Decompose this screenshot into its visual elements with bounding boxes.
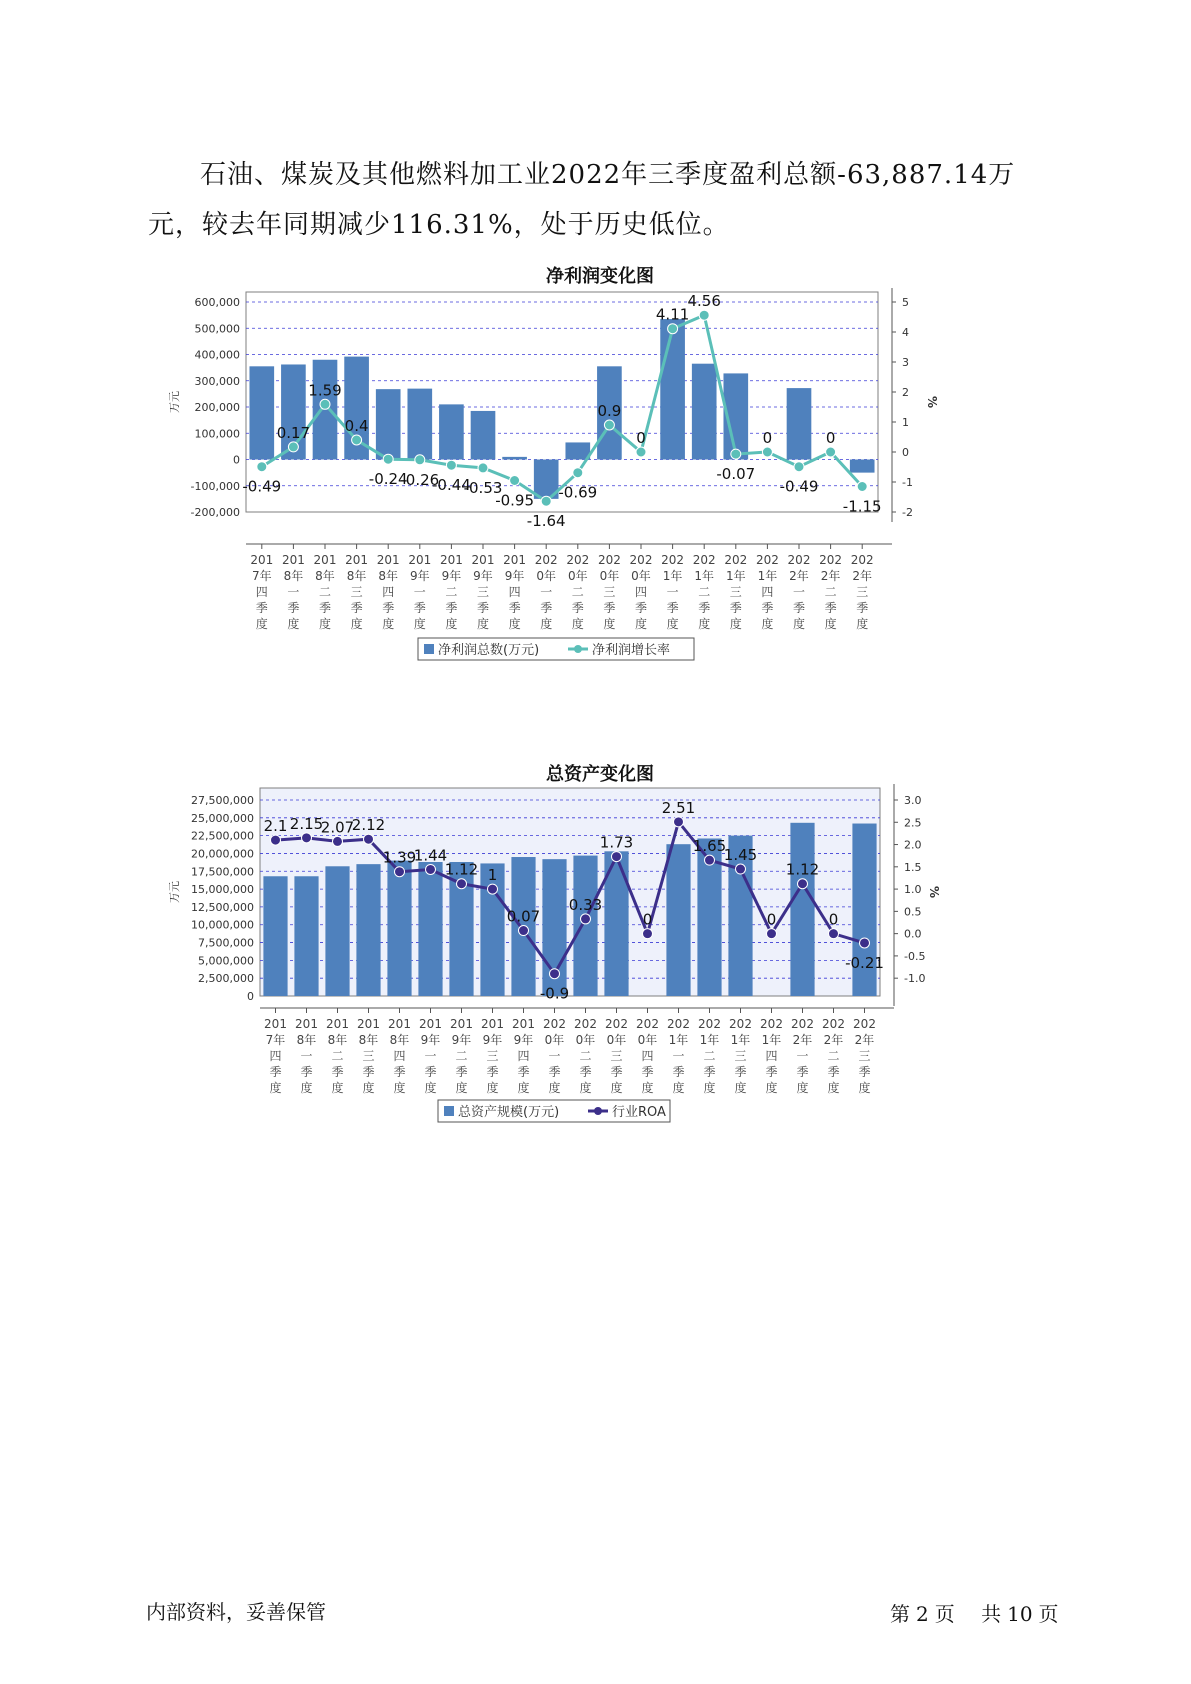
x-tick-label: 202 2年三季度 <box>853 1017 876 1095</box>
y2-tick-label: 2.5 <box>904 816 922 830</box>
point-label: 2.12 <box>351 816 386 835</box>
x-tick-label: 202 2年一季度 <box>791 1017 814 1095</box>
y2-tick-label: 3 <box>902 356 909 369</box>
y2-tick-label: 1.0 <box>904 883 922 897</box>
x-tick-label: 201 9年三季度 <box>471 553 495 631</box>
net-profit-chart-svg <box>150 262 1050 722</box>
point-label: 0 <box>642 910 653 929</box>
line-point <box>581 914 591 924</box>
point-label: 0 <box>636 429 646 447</box>
bar <box>692 364 717 460</box>
bar <box>439 404 464 459</box>
x-tick-label: 202 1年一季度 <box>661 553 685 631</box>
line-point <box>731 449 741 459</box>
bar <box>376 389 401 459</box>
y2-tick-label: -1 <box>902 476 913 489</box>
x-tick-label: 201 8年二季度 <box>313 553 337 631</box>
x-tick-label: 202 1年三季度 <box>724 553 748 631</box>
bar <box>573 856 597 996</box>
bar <box>850 460 875 473</box>
y-tick-label: 400,000 <box>194 348 240 362</box>
y-tick-label: 12,500,000 <box>191 900 254 914</box>
point-label: 0.07 <box>506 907 541 926</box>
line-point <box>320 399 330 409</box>
bar <box>418 862 442 996</box>
y2-tick-label: 2.0 <box>904 838 922 852</box>
line-point <box>636 447 646 457</box>
line-point <box>383 454 393 464</box>
bar <box>387 861 411 996</box>
line-point <box>333 836 343 846</box>
y-tick-label: -200,000 <box>190 506 240 519</box>
y2-axis-title: % <box>927 885 941 899</box>
y-tick-label: 0 <box>233 453 240 467</box>
bar <box>325 866 349 996</box>
y-axis-title: 万元 <box>168 391 181 413</box>
x-tick-label: 202 2年三季度 <box>850 553 874 631</box>
bar <box>787 388 812 459</box>
total-word: 页 <box>1038 1602 1059 1626</box>
line-point <box>415 455 425 465</box>
x-tick-label: 202 0年二季度 <box>574 1017 597 1095</box>
line-point <box>573 468 583 478</box>
body-paragraph <box>148 150 1048 250</box>
y-tick-label: 200,000 <box>194 401 240 414</box>
x-tick-label: 202 1年三季度 <box>729 1017 752 1095</box>
bar <box>660 319 685 459</box>
y-tick-label: 17,500,000 <box>191 865 254 879</box>
x-tick-label: 202 1年二季度 <box>692 553 716 631</box>
line-point <box>478 463 488 473</box>
line-point <box>446 460 456 470</box>
point-label: 1 <box>487 866 498 885</box>
y2-axis-title: % <box>925 395 939 409</box>
point-label: -0.49 <box>242 477 282 496</box>
line-point <box>736 864 746 874</box>
legend-line-marker <box>574 645 582 653</box>
line-point <box>271 835 281 845</box>
x-tick-label: 201 9年一季度 <box>408 553 432 631</box>
line-point <box>857 482 867 492</box>
legend-line-label: 净利润增长率 <box>592 643 671 658</box>
line-point <box>643 929 653 939</box>
line-point <box>798 879 808 889</box>
x-tick-label: 202 2年一季度 <box>787 553 811 631</box>
line-point <box>705 855 715 865</box>
line-point <box>668 324 678 334</box>
point-label: 0.17 <box>276 423 311 442</box>
line-point <box>699 310 709 320</box>
y2-tick-label: 3.0 <box>904 794 922 807</box>
x-tick-label: 201 8年三季度 <box>345 553 369 631</box>
line-point <box>302 833 312 843</box>
line-point <box>257 462 267 472</box>
point-label: 1.59 <box>308 381 342 400</box>
total-pages: 10 <box>1007 1602 1033 1626</box>
line-point <box>860 938 870 948</box>
point-label: 4.56 <box>687 292 721 311</box>
y2-tick-label: -2 <box>902 506 913 519</box>
bar <box>249 366 274 459</box>
y2-tick-label: 2 <box>902 386 909 399</box>
y-tick-label: 15,000,000 <box>191 883 254 897</box>
y-tick-label: 5,000,000 <box>198 954 254 968</box>
legend-bar-swatch <box>424 644 434 654</box>
x-tick-label: 201 9年四季度 <box>503 553 527 631</box>
bar <box>407 389 432 460</box>
point-label: 1.12 <box>785 860 820 879</box>
chart-title: 总资产变化图 <box>546 764 654 785</box>
y2-tick-label: 0.0 <box>904 927 922 941</box>
x-tick-label: 202 1年四季度 <box>755 553 779 631</box>
y2-tick-label: 0.5 <box>904 905 922 919</box>
point-label: 1.44 <box>413 846 448 865</box>
legend-bar-label: 净利润总数(万元) <box>438 643 540 658</box>
y-tick-label: 22,500,000 <box>191 829 254 843</box>
paragraph-line-2: 元，较去年同期减少116.31%，处于历史低位。 <box>148 210 730 240</box>
point-label: 0 <box>766 910 777 929</box>
point-label: 1.65 <box>692 837 727 856</box>
point-label: -0.49 <box>779 477 819 496</box>
line-point <box>395 867 405 877</box>
y-tick-label: 25,000,000 <box>191 811 254 825</box>
line-point <box>457 879 467 889</box>
legend-line-label: 行业ROA <box>612 1105 666 1120</box>
line-point <box>519 926 529 936</box>
y2-tick-label: 0 <box>902 446 909 459</box>
bar <box>471 411 496 460</box>
line-point <box>674 817 684 827</box>
point-label: -0.21 <box>845 953 884 972</box>
point-label: 2.51 <box>661 798 696 817</box>
x-tick-label: 202 1年四季度 <box>760 1017 783 1095</box>
x-tick-label: 201 9年四季度 <box>512 1017 535 1095</box>
line-point <box>364 834 374 844</box>
point-label: 0 <box>762 429 773 447</box>
x-tick-label: 202 0年四季度 <box>629 553 653 631</box>
legend-bar-swatch <box>444 1106 454 1116</box>
confidential-note: 内部资料，妥善保管 <box>146 1600 326 1624</box>
bar <box>263 876 287 996</box>
page-number: 2 <box>916 1602 929 1626</box>
y-tick-label: 0 <box>247 990 254 1003</box>
point-label: 0 <box>825 429 836 447</box>
point-label: 2.15 <box>289 814 324 833</box>
x-tick-label: 201 7年四季度 <box>250 553 274 631</box>
x-tick-label: 201 9年一季度 <box>419 1017 442 1095</box>
y-tick-label: 20,000,000 <box>191 847 254 861</box>
point-label: 0.9 <box>597 402 622 420</box>
line-point <box>612 852 622 862</box>
point-label: -1.64 <box>526 512 566 531</box>
line-point <box>288 442 298 452</box>
bar <box>294 876 318 996</box>
total-assets-chart <box>150 760 1050 1230</box>
legend-line-marker <box>594 1107 602 1115</box>
line-point <box>762 447 772 457</box>
page-indicator <box>890 1598 1065 1627</box>
bar <box>790 823 814 996</box>
y-tick-label: 2,500,000 <box>198 972 254 986</box>
x-tick-label: 202 0年二季度 <box>566 553 590 631</box>
line-point <box>829 929 839 939</box>
point-label: -0.44 <box>431 476 471 495</box>
chart-title: 净利润变化图 <box>546 266 654 287</box>
x-tick-label: 202 0年一季度 <box>534 553 558 631</box>
point-label: -0.26 <box>400 470 440 489</box>
y-tick-label: 300,000 <box>194 374 240 388</box>
point-label: 2.07 <box>320 818 355 837</box>
point-label: 0 <box>828 910 839 929</box>
x-tick-label: 202 1年一季度 <box>667 1017 690 1095</box>
line-point <box>510 476 520 486</box>
net-profit-chart <box>150 262 1050 722</box>
x-tick-label: 201 9年三季度 <box>481 1017 504 1095</box>
paragraph-line-1: 石油、煤炭及其他燃料加工业2022年三季度盈利总额-63,887.14万 <box>200 160 1016 190</box>
y-tick-label: 500,000 <box>194 322 240 336</box>
bar <box>666 844 690 996</box>
y2-tick-label: 1.5 <box>904 860 922 874</box>
line-point <box>352 435 362 445</box>
y-axis-title: 万元 <box>168 881 181 903</box>
point-label: -0.07 <box>716 465 756 484</box>
point-label: -1.15 <box>842 497 882 516</box>
x-tick-label: 202 2年二季度 <box>819 553 843 631</box>
line-point <box>426 864 436 874</box>
total-prefix: 共 <box>981 1602 1002 1626</box>
y2-tick-label: 5 <box>902 296 909 309</box>
line-point <box>488 884 498 894</box>
line-point <box>541 496 551 506</box>
y2-tick-label: 1 <box>902 416 909 429</box>
y-tick-label: 27,500,000 <box>191 794 254 807</box>
x-tick-label: 201 9年二季度 <box>439 553 463 631</box>
x-tick-label: 201 8年四季度 <box>376 553 400 631</box>
point-label: 1.45 <box>723 846 758 865</box>
line-point <box>826 447 836 457</box>
point-label: -0.24 <box>368 470 408 489</box>
bar <box>502 457 527 460</box>
line-point <box>794 462 804 472</box>
x-tick-label: 202 0年三季度 <box>597 553 621 631</box>
point-label: -0.9 <box>539 984 570 1003</box>
point-label: 0.4 <box>344 417 369 435</box>
x-tick-label: 201 9年二季度 <box>450 1017 473 1095</box>
y2-tick-label: -1.0 <box>904 972 926 986</box>
point-label: 0.33 <box>568 895 603 914</box>
point-label: 1.73 <box>599 833 634 852</box>
x-tick-label: 201 8年一季度 <box>281 553 305 631</box>
line-point <box>767 929 777 939</box>
x-tick-label: 202 1年二季度 <box>698 1017 721 1095</box>
y-tick-label: 100,000 <box>194 427 240 441</box>
y-tick-label: -100,000 <box>190 479 240 493</box>
x-tick-label: 202 0年四季度 <box>636 1017 659 1095</box>
point-label: 1.39 <box>382 848 417 867</box>
y-tick-label: 600,000 <box>194 296 240 309</box>
x-tick-label: 201 8年三季度 <box>357 1017 380 1095</box>
point-label: -0.53 <box>463 478 503 497</box>
legend-bar-label: 总资产规模(万元) <box>458 1105 560 1120</box>
page-word: 页 <box>934 1602 955 1626</box>
line-point <box>604 420 614 430</box>
point-label: -0.95 <box>495 491 535 510</box>
point-label: 2.1 <box>263 817 288 836</box>
x-tick-label: 202 0年三季度 <box>605 1017 628 1095</box>
y2-tick-label: 4 <box>902 326 909 339</box>
y-tick-label: 7,500,000 <box>198 936 254 950</box>
total-assets-chart-svg <box>150 760 1050 1230</box>
point-label: -0.69 <box>558 483 598 502</box>
line-point <box>550 969 560 979</box>
x-tick-label: 201 8年四季度 <box>388 1017 411 1095</box>
page-prefix: 第 <box>890 1602 910 1626</box>
x-tick-label: 202 2年二季度 <box>822 1017 845 1095</box>
bar <box>565 442 590 459</box>
x-tick-label: 201 7年四季度 <box>264 1017 287 1095</box>
point-label: 1.12 <box>444 860 479 879</box>
point-label: 4.11 <box>655 305 690 324</box>
bar <box>356 864 380 996</box>
x-tick-label: 201 8年一季度 <box>295 1017 318 1095</box>
y-tick-label: 10,000,000 <box>191 918 254 932</box>
x-tick-label: 201 8年二季度 <box>326 1017 349 1095</box>
y2-tick-label: -0.5 <box>904 949 926 963</box>
x-tick-label: 202 0年一季度 <box>543 1017 566 1095</box>
